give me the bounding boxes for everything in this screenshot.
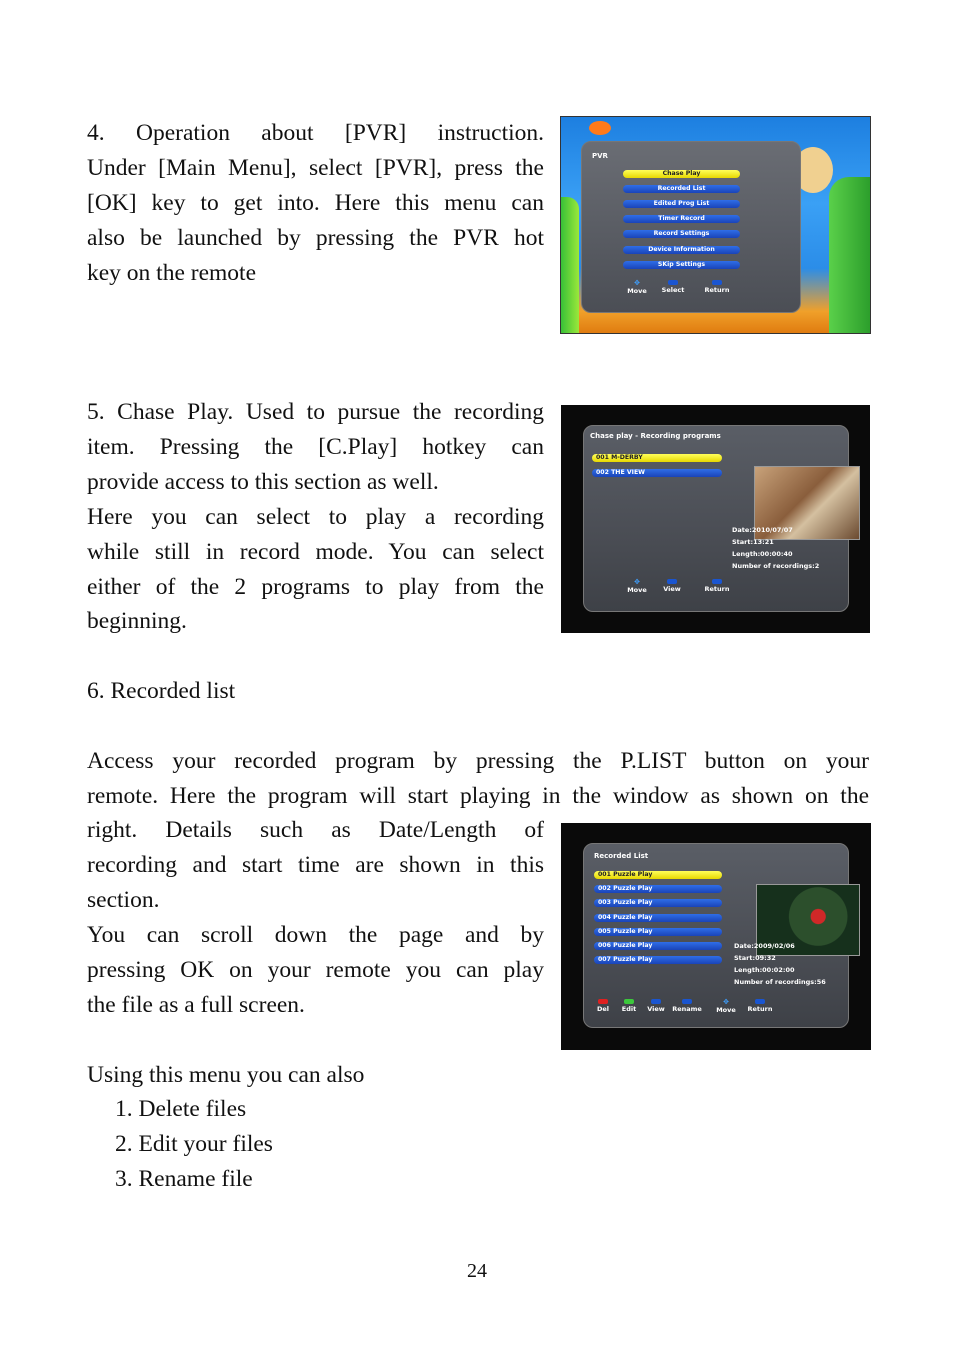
text-line: beginning. xyxy=(87,608,187,635)
ok-icon xyxy=(668,280,678,285)
recording-item[interactable]: 005 Puzzle Play xyxy=(594,928,722,936)
ok-icon xyxy=(667,579,677,584)
program-item[interactable]: 002 THE VIEW xyxy=(592,469,722,477)
text-line: Access your recorded program by pressing the P.LIST button on your xyxy=(87,748,869,774)
text-line: item. Pressing the [C.Play] hotkey can xyxy=(87,433,544,460)
info-date: Date:2009/02/06 xyxy=(734,942,795,950)
hint-rename xyxy=(670,999,704,1013)
text-line: 4. Operation about [PVR] instruction. xyxy=(87,120,544,146)
hint-label: View xyxy=(647,1005,665,1013)
recording-info xyxy=(732,524,819,572)
pvr-menu-screenshot xyxy=(560,116,871,334)
hint-view xyxy=(658,579,686,593)
list-item: 2. Edit your files xyxy=(115,1130,273,1157)
hint-move xyxy=(622,280,652,295)
recorded-list-panel xyxy=(583,843,849,1028)
pvr-instruction-paragraph xyxy=(87,116,544,291)
recording-item[interactable]: 006 Puzzle Play xyxy=(594,942,722,950)
recorded-list-heading: 6. Recorded list xyxy=(87,678,236,704)
hint-return xyxy=(700,579,734,593)
hint-return xyxy=(700,280,734,294)
seaweed-decoration xyxy=(561,197,579,334)
hint-move xyxy=(622,579,652,594)
text-line: You can scroll down the page and by xyxy=(87,921,544,948)
text-line: also be launched by pressing the PVR hot xyxy=(87,224,544,251)
recorded-list-paragraph-full xyxy=(87,744,869,814)
panel-title: Chase play - Recording programs xyxy=(590,432,721,440)
seaweed-decoration xyxy=(829,177,871,334)
info-date: Date:2010/07/07 xyxy=(732,526,793,534)
hint-edit xyxy=(618,999,640,1013)
hint-label: Return xyxy=(704,585,730,593)
menu-item-timer-record[interactable]: Timer Record xyxy=(623,215,740,223)
recording-item[interactable]: 004 Puzzle Play xyxy=(594,914,722,922)
info-start: Start:09:32 xyxy=(734,954,776,962)
hint-label: Move xyxy=(627,586,647,594)
move-icon: ✥ xyxy=(634,578,640,586)
info-start: Start:13:21 xyxy=(732,538,774,546)
info-length: Length:00:00:40 xyxy=(732,550,793,558)
menu-features-list xyxy=(115,1092,273,1197)
recording-info xyxy=(734,940,826,988)
text-line: recording and start time are shown in this xyxy=(87,851,544,878)
hint-select xyxy=(658,280,688,294)
hint-label: Return xyxy=(747,1005,773,1013)
hint-return xyxy=(744,999,776,1013)
text-line: Here you can select to play a recording xyxy=(87,503,544,530)
pvr-menu-panel xyxy=(581,141,801,313)
hint-label: Return xyxy=(704,286,730,294)
menu-item-record-settings[interactable]: Record Settings xyxy=(623,230,740,238)
exit-icon xyxy=(712,579,722,584)
info-length: Length:00:02:00 xyxy=(734,966,795,974)
text-line: while still in record mode. You can select xyxy=(87,538,544,565)
info-count: Number of recordings:2 xyxy=(732,562,820,570)
ok-icon xyxy=(651,999,661,1004)
program-item[interactable]: 001 M-DERBY xyxy=(592,454,722,462)
page-number: 24 xyxy=(467,1260,487,1282)
move-icon: ✥ xyxy=(723,998,729,1006)
recorded-list-paragraph xyxy=(87,813,544,1022)
list-item: 3. Rename file xyxy=(115,1165,253,1192)
text-line: Under [Main Menu], select [PVR], press the xyxy=(87,154,544,181)
hint-del xyxy=(592,999,614,1013)
panel-title: Recorded List xyxy=(594,852,649,860)
menu-item-skip-settings[interactable]: SKip Settings xyxy=(623,261,740,269)
blue-key-icon xyxy=(682,999,692,1004)
menu-item-chase-play[interactable]: Chase Play xyxy=(623,170,740,178)
list-item: 1. Delete files xyxy=(115,1096,247,1122)
chase-play-paragraph xyxy=(87,395,544,639)
hint-label: Move xyxy=(627,287,647,295)
menu-also-intro: Using this menu you can also xyxy=(87,1062,365,1088)
fish-decoration xyxy=(589,121,611,135)
text-line: 5. Chase Play. Used to pursue the recording xyxy=(87,399,544,425)
exit-icon xyxy=(712,280,722,285)
hint-label: View xyxy=(663,585,681,593)
recorded-list-screenshot xyxy=(561,823,871,1050)
menu-item-recorded-list[interactable]: Recorded List xyxy=(623,185,740,193)
menu-title: PVR xyxy=(592,152,608,160)
text-line: provide access to this section as well. xyxy=(87,468,439,495)
hint-label: Edit xyxy=(621,1005,637,1013)
text-line: right. Details such as Date/Length of xyxy=(87,817,544,843)
recording-item[interactable]: 007 Puzzle Play xyxy=(594,956,722,964)
text-line: the file as a full screen. xyxy=(87,991,305,1018)
chase-play-panel xyxy=(583,425,849,612)
text-line: pressing OK on your remote you can play xyxy=(87,956,544,983)
recording-item[interactable]: 001 Puzzle Play xyxy=(594,871,722,879)
menu-item-device-information[interactable]: Device Information xyxy=(623,246,740,254)
red-key-icon xyxy=(598,999,608,1004)
info-count: Number of recordings:56 xyxy=(734,978,826,986)
green-key-icon xyxy=(624,999,634,1004)
text-line: either of the 2 programs to play from the xyxy=(87,573,544,600)
hint-label: Del xyxy=(596,1005,610,1013)
hint-label: Move xyxy=(716,1006,736,1014)
hint-view xyxy=(644,999,668,1013)
hint-label: Rename xyxy=(672,1005,702,1013)
text-line: remote. Here the program will start playing in the window as shown on the xyxy=(87,782,869,809)
hint-move xyxy=(712,999,740,1014)
move-icon: ✥ xyxy=(634,279,640,287)
hint-label: Select xyxy=(661,286,685,294)
recording-item[interactable]: 002 Puzzle Play xyxy=(594,885,722,893)
menu-item-edited-prog-list[interactable]: Edited Prog List xyxy=(623,200,740,208)
text-line: [OK] key to get into. Here this menu can xyxy=(87,189,544,216)
text-line: section. xyxy=(87,886,160,913)
text-line: key on the remote xyxy=(87,259,257,286)
chase-play-screenshot xyxy=(561,405,870,633)
exit-icon xyxy=(755,999,765,1004)
recording-item[interactable]: 003 Puzzle Play xyxy=(594,899,722,907)
